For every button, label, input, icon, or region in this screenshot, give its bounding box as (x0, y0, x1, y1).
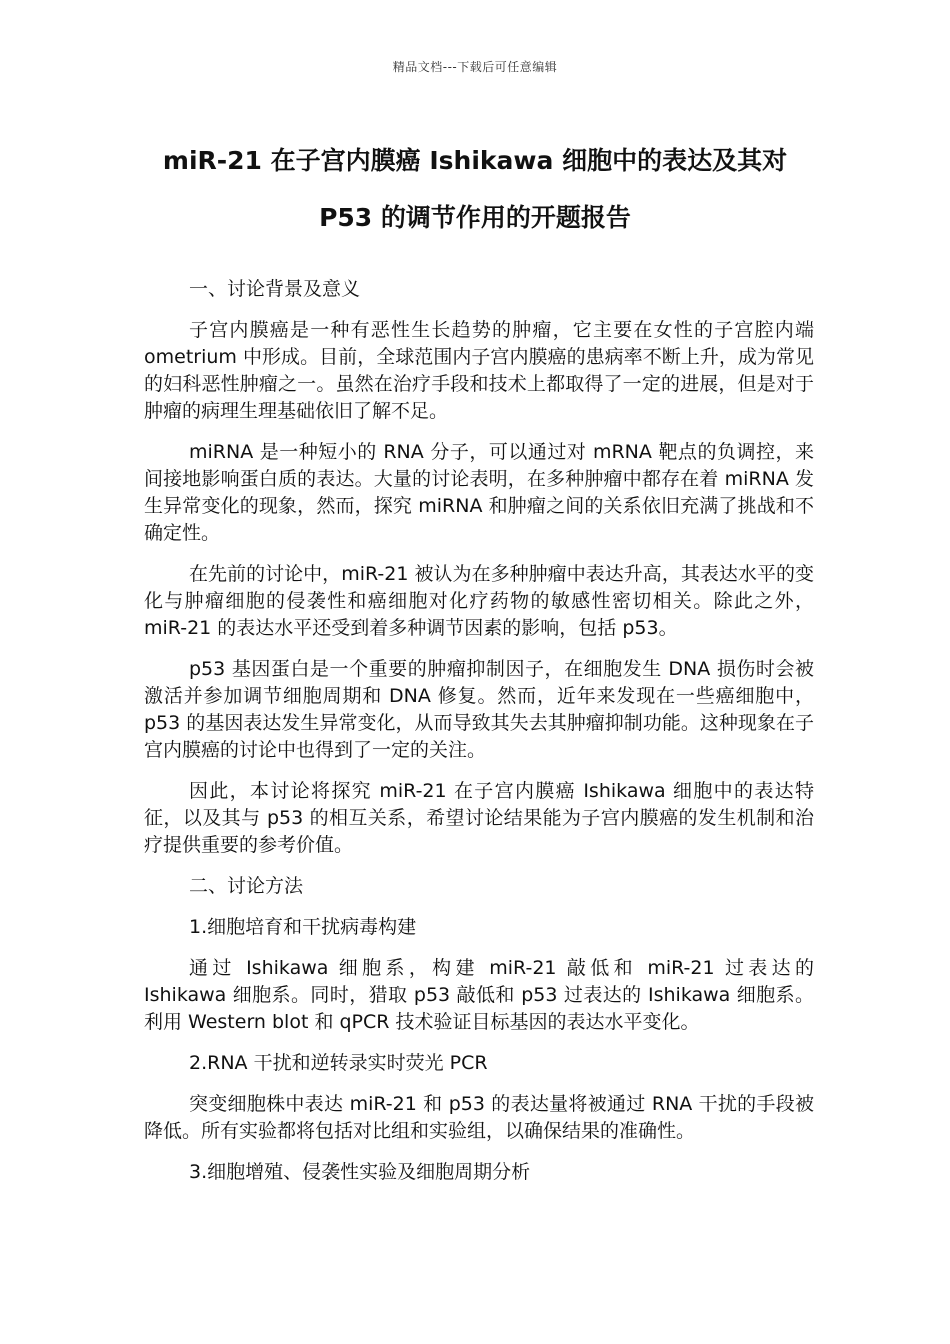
paragraph-rna-interference: 突变细胞株中表达 miR-21 和 p53 的表达量将被通过 RNA 干扰的手段被降低。所有实验都将包括对比组和实验组，以确保结果的准确性。 (144, 1093, 814, 1142)
paragraph-p53: p53 基因蛋白是一个重要的肿瘤抑制因子，在细胞发生 DNA 损伤时会被激活并参加调节细胞周期和 DNA 修复。然而，近年来发现在一些癌细胞中， p53 的基因表达发生异常变化，从而导致其失去其肿瘤抑制功能。这种现象在子宫内膜癌的讨论中也得到了一定的关注。 (144, 658, 814, 761)
subheading-cell-culture: 1.细胞培育和干扰病毒构建 (189, 916, 417, 938)
subheading-proliferation: 3.细胞增殖、侵袭性实验及细胞周期分析 (189, 1161, 531, 1183)
section-heading-background: 一、讨论背景及意义 (189, 278, 361, 300)
paragraph-mirna: miRNA 是一种短小的 RNA 分子，可以通过对 mRNA 靶点的负调控，来间接地影响蛋白质的表达。大量的讨论表明，在多种肿瘤中都存在着 miRNA 发生异常变化的现象，然而，探究 miRNA 和肿瘤之间的关系依旧充满了挑战和不确定性。 (144, 441, 814, 544)
page-header: 精品文档---下载后可任意编辑 (392, 60, 558, 74)
paragraph-cell-lines: 通过 Ishikawa 细胞系，构建 miR-21 敲低和 miR-21 过表达的 Ishikawa 细胞系。同时，猎取 p53 敲低和 p53 过表达的 Ishikawa 细胞系。利用 Western blot 和 qPCR 技术验证目标基因的表达水平变化。 (144, 957, 814, 1033)
paragraph-mir21: 在先前的讨论中，miR-21 被认为在多种肿瘤中表达升高，其表达水平的变化与肿瘤细胞的侵袭性和癌细胞对化疗药物的敏感性密切相关。除此之外，miR-21 的表达水平还受到着多种调节因素的影响，包括 p53。 (144, 563, 814, 639)
section-heading-methods: 二、讨论方法 (189, 875, 304, 897)
subheading-rna-interference: 2.RNA 干扰和逆转录实时荧光 PCR (189, 1052, 488, 1074)
paragraph-purpose: 因此，本讨论将探究 miR-21 在子宫内膜癌 Ishikawa 细胞中的表达特征，以及其与 p53 的相互关系，希望讨论结果能为子宫内膜癌的发生机制和治疗提供重要的参考价值。 (144, 780, 814, 856)
document-title-line-2: P53 的调节作用的开题报告 (319, 203, 631, 232)
document-body (144, 276, 814, 1200)
paragraph-endometrial-cancer: 子宫内膜癌是一种有恶性生长趋势的肿瘤，它主要在女性的子宫腔内端 ometrium 中形成。目前，全球范围内子宫内膜癌的患病率不断上升，成为常见的妇科恶性肿瘤之一。虽然在治疗手段和技术上都取得了一定的进展，但是对于肿瘤的病理生理基础依旧了解不足。 (144, 319, 814, 422)
document-title-line-1: miR-21 在子宫内膜癌 Ishikawa 细胞中的表达及其对 (162, 146, 788, 175)
